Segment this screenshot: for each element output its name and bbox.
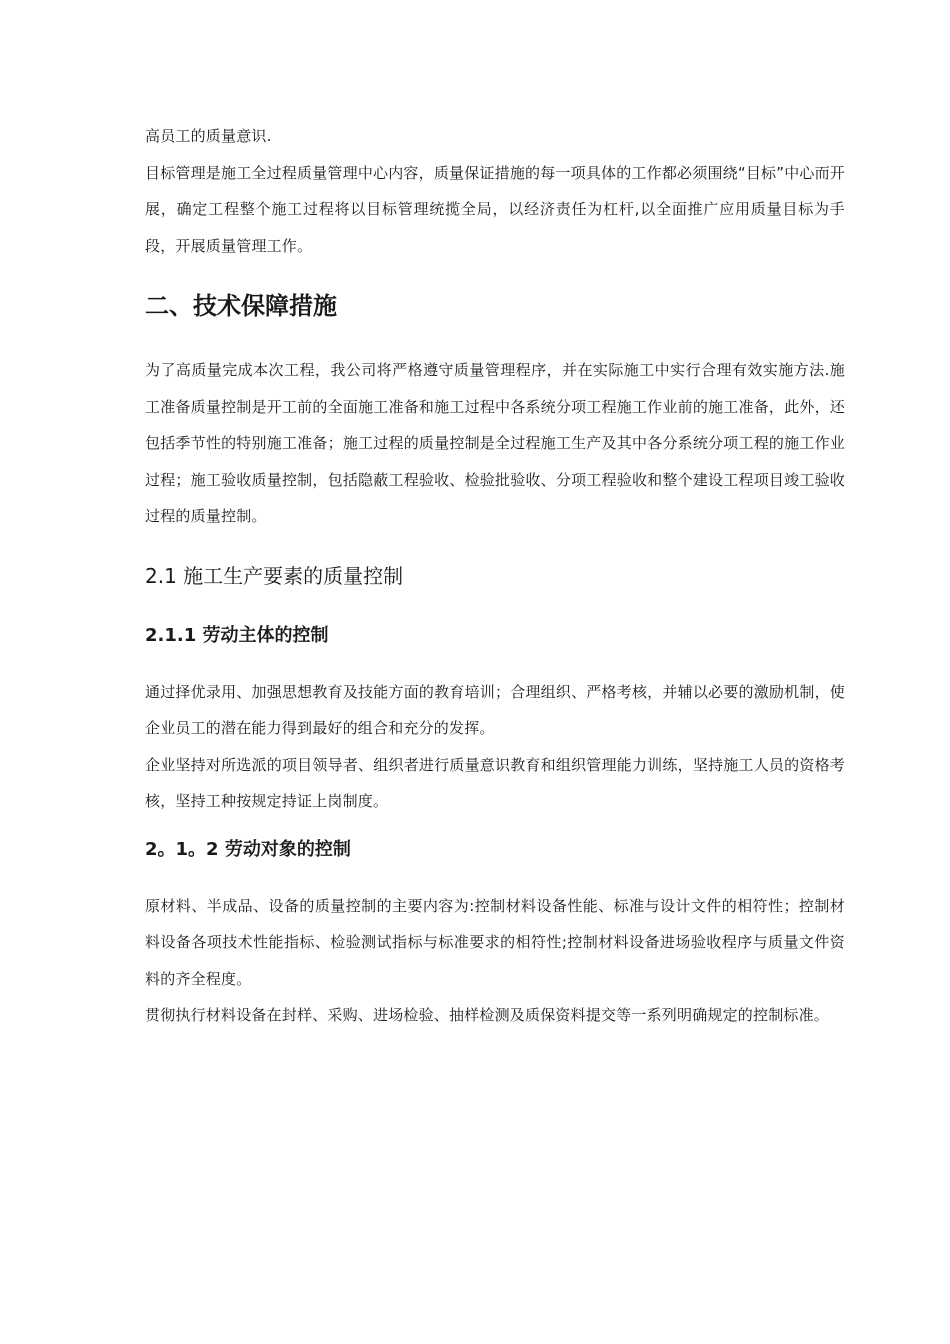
section2-1-2-paragraph-1: 原材料、半成品、设备的质量控制的主要内容为:控制材料设备性能、标准与设计文件的相符性；控制材料设备各项技术性能指标、检验测试指标与标准要求的相符性;控制材料设备进场验收程序与质量文件资料的齐全程度。 [145,896,845,988]
section2-1-2-paragraph-2: 贯彻执行材料设备在封样、采购、进场检验、抽样检测及质保资料提交等一系列明确规定的控制标准。 [145,1006,830,1024]
section2-1-1-paragraph-2: 企业坚持对所选派的项目领导者、组织者进行质量意识教育和组织管理能力训练，坚持施工人员的资格考核，坚持工种按规定持证上岗制度。 [145,755,845,810]
subsection-heading-2-1-2: 2。1。2 劳动对象的控制 [145,838,351,860]
section2-1-1-paragraph-1: 通过择优录用、加强思想教育及技能方面的教育培训；合理组织、严格考核，并辅以必要的激励机制，使企业员工的潜在能力得到最好的组合和充分的发挥。 [145,682,845,737]
document-page [145,118,845,1034]
subsection-heading-2-1: 2.1 施工生产要素的质量控制 [145,563,404,588]
intro-paragraph-1: 高员工的质量意识. [145,127,272,145]
section2-paragraph: 为了高质量完成本次工程，我公司将严格遵守质量管理程序，并在实际施工中实行合理有效实施方法.施工准备质量控制是开工前的全面施工准备和施工过程中各系统分项工程施工作业前的施工准备，此外，还包括季节性的特别施工准备；施工过程的质量控制是全过程施工生产及其中各分系统分项工程的施工作业过程；施工验收质量控制，包括隐蔽工程验收、检验批验收、分项工程验收和整个建设工程项目竣工验收过程的质量控制。 [145,361,845,525]
subsection-heading-2-1-1: 2.1.1 劳动主体的控制 [145,624,329,646]
intro-paragraph-2: 目标管理是施工全过程质量管理中心内容，质量保证措施的每一项具体的工作都必须围绕“目标”中心而开展，确定工程整个施工过程将以目标管理统揽全局，以经济责任为杠杆,以全面推广应用质量目标为手段，开展质量管理工作。 [145,163,845,255]
section-heading-technical-measures: 二、技术保障措施 [145,292,337,320]
